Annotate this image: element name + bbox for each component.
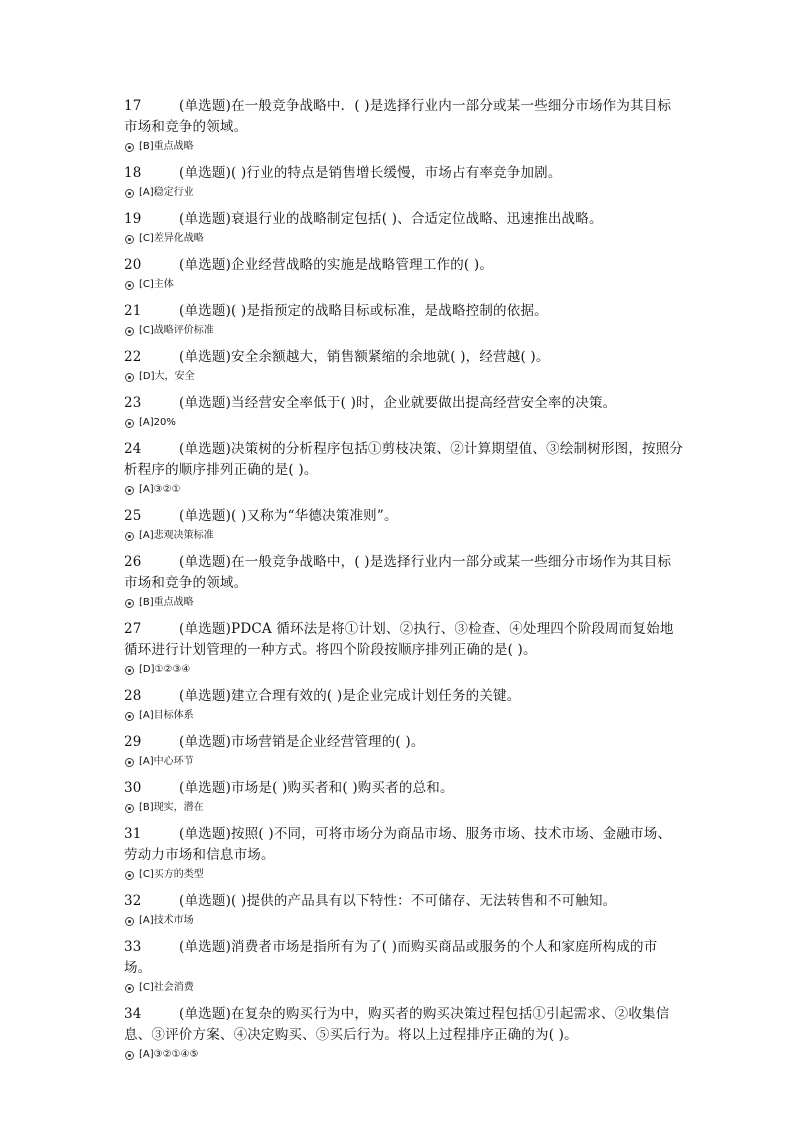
answer-row bbox=[124, 278, 684, 292]
question-stem bbox=[124, 209, 684, 230]
radio-selected-icon[interactable] bbox=[125, 599, 134, 608]
question-stem bbox=[124, 937, 684, 979]
question-text: (单选题)( )行业的特点是销售增长缓慢，市场占有率竞争加剧。 bbox=[179, 165, 562, 181]
question-number: 32 bbox=[124, 893, 142, 909]
radio-selected-icon[interactable] bbox=[125, 143, 134, 152]
question-number: 25 bbox=[124, 508, 142, 524]
radio-selected-icon[interactable] bbox=[125, 419, 134, 428]
answer-text: [A]20% bbox=[139, 417, 176, 428]
question-number: 21 bbox=[124, 303, 142, 319]
question-text: (单选题)建立合理有效的( )是企业完成计划任务的关键。 bbox=[179, 688, 521, 704]
question-number: 18 bbox=[124, 165, 142, 181]
answer-text: [B]重点战略 bbox=[139, 597, 194, 608]
radio-selected-icon[interactable] bbox=[125, 984, 134, 993]
question-text: (单选题)按照( )不同，可将市场分为商品市场、服务市场、技术市场、金融市场、劳动力市场和信息市场。 bbox=[124, 826, 672, 863]
question-number: 22 bbox=[124, 349, 142, 365]
answer-text: [C]社会消费 bbox=[139, 982, 194, 993]
question-item bbox=[124, 552, 684, 610]
question-item bbox=[124, 937, 684, 995]
answer-row bbox=[124, 324, 684, 338]
question-text: (单选题)在一般竞争战略中．( )是选择行业内一部分或某一些细分市场作为其目标市场和竞争的领域。 bbox=[124, 98, 672, 135]
question-item bbox=[124, 778, 684, 815]
question-text: (单选题)( )是指预定的战略目标或标准，是战略控制的依据。 bbox=[179, 303, 548, 319]
question-stem bbox=[124, 439, 684, 481]
answer-row bbox=[124, 140, 684, 154]
answer-text: [B]现实，潜在 bbox=[139, 802, 204, 813]
question-stem bbox=[124, 393, 684, 414]
radio-selected-icon[interactable] bbox=[125, 1051, 134, 1060]
question-item bbox=[124, 891, 684, 928]
answer-text: [A]稳定行业 bbox=[139, 187, 194, 198]
question-number: 31 bbox=[124, 826, 142, 842]
question-number: 29 bbox=[124, 734, 142, 750]
question-item bbox=[124, 506, 684, 543]
question-stem bbox=[124, 619, 684, 661]
question-item bbox=[124, 255, 684, 292]
question-number: 27 bbox=[124, 621, 142, 637]
radio-selected-icon[interactable] bbox=[125, 804, 134, 813]
radio-selected-icon[interactable] bbox=[125, 666, 134, 675]
question-stem bbox=[124, 347, 684, 368]
question-item bbox=[124, 347, 684, 384]
answer-text: [C]买方的类型 bbox=[139, 869, 204, 880]
question-number: 24 bbox=[124, 441, 142, 457]
answer-row bbox=[124, 801, 684, 815]
question-item bbox=[124, 96, 684, 154]
question-item bbox=[124, 209, 684, 246]
question-number: 23 bbox=[124, 395, 142, 411]
answer-row bbox=[124, 981, 684, 995]
question-number: 33 bbox=[124, 939, 142, 955]
answer-row bbox=[124, 529, 684, 543]
answer-text: [B]重点战略 bbox=[139, 141, 194, 152]
answer-text: [A]中心环节 bbox=[139, 756, 194, 767]
question-text: (单选题)市场是( )购买者和( )购买者的总和。 bbox=[179, 780, 454, 796]
question-text: (单选题)PDCA 循环法是将①计划、②执行、③检查、④处理四个阶段周而复始地循环进行计划管理的一种方式。将四个阶段按顺序排列正确的是( )。 bbox=[124, 621, 674, 658]
answer-text: [A]技术市场 bbox=[139, 915, 194, 926]
answer-text: [C]战略评价标准 bbox=[139, 325, 214, 336]
answer-row bbox=[124, 186, 684, 200]
answer-row bbox=[124, 232, 684, 246]
question-text: (单选题)( )提供的产品具有以下特性：不可储存、无法转售和不可触知。 bbox=[179, 893, 617, 909]
question-stem bbox=[124, 506, 684, 527]
question-stem bbox=[124, 552, 684, 594]
question-list bbox=[124, 96, 684, 1071]
question-number: 17 bbox=[124, 98, 142, 114]
answer-row bbox=[124, 596, 684, 610]
question-item bbox=[124, 163, 684, 200]
answer-row bbox=[124, 755, 684, 769]
question-text: (单选题)安全余额越大，销售额紧缩的余地就( )，经营越( )。 bbox=[179, 349, 550, 365]
question-item bbox=[124, 824, 684, 882]
question-number: 19 bbox=[124, 211, 142, 227]
answer-row bbox=[124, 483, 684, 497]
answer-row bbox=[124, 416, 684, 430]
question-text: (单选题)( )又称为“华德决策准则”。 bbox=[179, 508, 398, 524]
question-number: 34 bbox=[124, 1006, 142, 1022]
answer-row bbox=[124, 914, 684, 928]
question-text: (单选题)消费者市场是指所有为了( )而购买商品或服务的个人和家庭所构成的市场。 bbox=[124, 939, 658, 976]
question-item bbox=[124, 1004, 684, 1062]
answer-text: [A]悲观决策标准 bbox=[139, 530, 214, 541]
answer-text: [A]目标体系 bbox=[139, 710, 194, 721]
radio-selected-icon[interactable] bbox=[125, 871, 134, 880]
question-item bbox=[124, 732, 684, 769]
question-item bbox=[124, 301, 684, 338]
answer-text: [A]③②① bbox=[139, 484, 181, 495]
question-stem bbox=[124, 778, 684, 799]
question-stem bbox=[124, 732, 684, 753]
answer-row bbox=[124, 709, 684, 723]
radio-selected-icon[interactable] bbox=[125, 758, 134, 767]
radio-selected-icon[interactable] bbox=[125, 189, 134, 198]
radio-selected-icon[interactable] bbox=[125, 532, 134, 541]
answer-text: [A]③②①④⑤ bbox=[139, 1049, 199, 1060]
question-text: (单选题)企业经营战略的实施是战略管理工作的( )。 bbox=[179, 257, 494, 273]
question-stem bbox=[124, 1004, 684, 1046]
radio-selected-icon[interactable] bbox=[125, 235, 134, 244]
question-text: (单选题)当经营安全率低于( )时，企业就要做出提高经营安全率的决策。 bbox=[179, 395, 617, 411]
answer-text: [C]主体 bbox=[139, 279, 174, 290]
question-stem bbox=[124, 301, 684, 322]
answer-row bbox=[124, 1048, 684, 1062]
radio-selected-icon[interactable] bbox=[125, 327, 134, 336]
question-stem bbox=[124, 96, 684, 138]
answer-row bbox=[124, 370, 684, 384]
question-text: (单选题)市场营销是企业经营管理的( )。 bbox=[179, 734, 425, 750]
answer-text: [D]①②③④ bbox=[139, 664, 191, 675]
radio-selected-icon[interactable] bbox=[125, 281, 134, 290]
radio-selected-icon[interactable] bbox=[125, 486, 134, 495]
question-item bbox=[124, 439, 684, 497]
question-text: (单选题)决策树的分析程序包括①剪枝决策、②计算期望值、③绘制树形图，按照分析程序的顺序排列正确的是( )。 bbox=[124, 441, 684, 478]
answer-row bbox=[124, 663, 684, 677]
question-item bbox=[124, 686, 684, 723]
question-text: (单选题)在一般竞争战略中，( )是选择行业内一部分或某一些细分市场作为其目标市场和竞争的领域。 bbox=[124, 554, 672, 591]
question-text: (单选题)衰退行业的战略制定包括( )、合适定位战略、迅速推出战略。 bbox=[179, 211, 603, 227]
question-stem bbox=[124, 686, 684, 707]
question-item bbox=[124, 619, 684, 677]
question-number: 26 bbox=[124, 554, 142, 570]
answer-text: [D]大，安全 bbox=[139, 371, 195, 382]
question-text: (单选题)在复杂的购买行为中，购买者的购买决策过程包括①引起需求、②收集信息、③评价方案、④决定购买、⑤买后行为。将以上过程排序正确的为( )。 bbox=[124, 1006, 670, 1043]
radio-selected-icon[interactable] bbox=[125, 373, 134, 382]
radio-selected-icon[interactable] bbox=[125, 917, 134, 926]
answer-text: [C]差异化战略 bbox=[139, 233, 204, 244]
question-stem bbox=[124, 255, 684, 276]
question-item bbox=[124, 393, 684, 430]
question-stem bbox=[124, 891, 684, 912]
question-number: 30 bbox=[124, 780, 142, 796]
radio-selected-icon[interactable] bbox=[125, 712, 134, 721]
answer-row bbox=[124, 868, 684, 882]
question-number: 20 bbox=[124, 257, 142, 273]
question-stem bbox=[124, 824, 684, 866]
question-stem bbox=[124, 163, 684, 184]
question-number: 28 bbox=[124, 688, 142, 704]
